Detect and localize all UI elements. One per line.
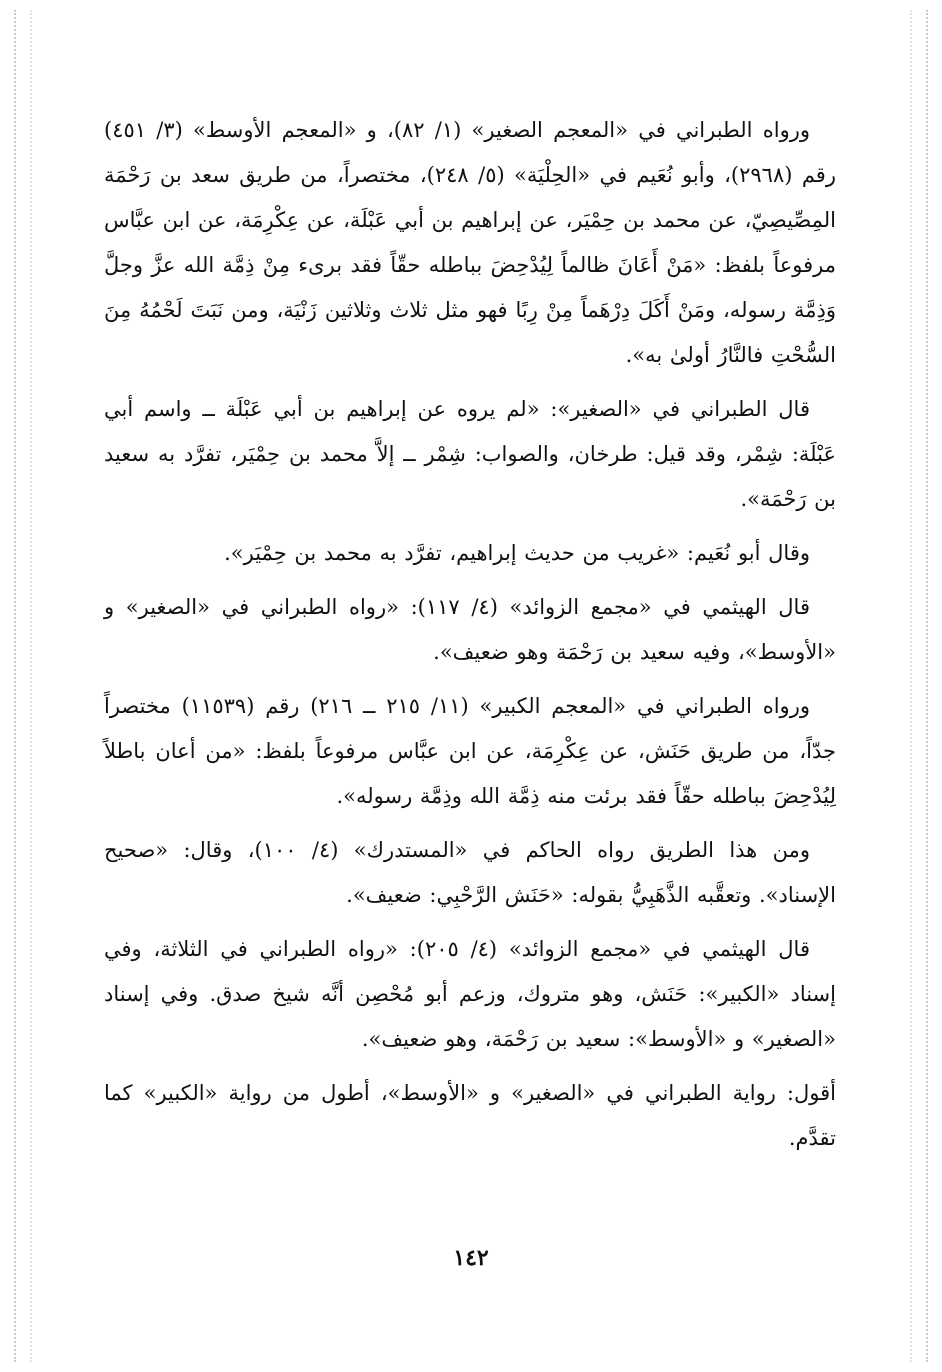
- paragraph-hakim: ومن هذا الطريق رواه الحاكم في «المستدرك» (٤/ ١٠٠)، وقال: «صحيح الإسناد». وتعقَّبه الذَّهَبِيُّ بقوله: «حَنَش الرَّحْبِي: ضعيف».: [104, 838, 836, 907]
- paragraph-haythami-205: قال الهيثمي في «مجمع الزوائد» (٤/ ٢٠٥): «رواه الطبراني في الثلاثة، وفي إسناد «الكبير»: حَنَش، وهو متروك، وزعم أبو مُحْصِن أنَّه شيخ صدق. وفي إسناد «الصغير» و «الأوسط»: سعيد بن رَحْمَة، وهو ضعيف».: [104, 937, 836, 1051]
- paragraph-tabarani-saghir: ورواه الطبراني في «المعجم الصغير» (١/ ٨٢)، و «المعجم الأوسط» (٣/ ٤٥١) رقم (٢٩٦٨)، وأبو نُعَيم في «الحِلْيَة» (٥/ ٢٤٨)، مختصراً، من طريق سعد بن رَحْمَة المِصِّيصِيّ، عن محمد بن حِمْيَر، عن إبراهيم بن أبي عَبْلَة، عن عِكْرِمَة، عن ابن عبَّاس مرفوعاً بلفظ: «مَنْ أَعَانَ ظالماً لِيُدْحِضَ بباطله حقّاً فقد برىء مِنْ ذِمَّة الله عزَّ وجلَّ وَذِمَّة رسوله، ومَنْ أَكَلَ دِرْهَماً مِنْ رِبًا فهو مثل ثلاث وثلاثين زَنْيَة، ومن نَبَتَ لَحْمُهُ مِنَ السُّحْتِ فالنَّارُ أولىٰ به».: [104, 118, 836, 367]
- paragraph-tabarani-comment: قال الطبراني في «الصغير»: «لم يروه عن إبراهيم بن أبي عَبْلَة ــ واسم أبي عَبْلَة: شِمْر، وقد قيل: طرخان، والصواب: شِمْر ــ إلاَّ محمد بن حِمْيَر، تفرَّد به سعيد بن رَحْمَة».: [104, 397, 836, 511]
- paragraph-haythami-117: قال الهيثمي في «مجمع الزوائد» (٤/ ١١٧): «رواه الطبراني في «الصغير» و «الأوسط»، وفيه سعيد بن رَحْمَة وهو ضعيف».: [104, 595, 836, 664]
- scan-margin-line-left: [14, 10, 16, 1362]
- body-text: [104, 108, 836, 1170]
- scan-margin-line-left-inner: [30, 10, 32, 1362]
- paragraph-conclusion: أقول: رواية الطبراني في «الصغير» و «الأوسط»، أطول من رواية «الكبير» كما تقدَّم.: [104, 1081, 836, 1150]
- scan-margin-line-right: [926, 10, 928, 1362]
- page-number: ١٤٢: [453, 1245, 489, 1271]
- paragraph-abu-nuaym: وقال أبو نُعَيم: «غريب من حديث إبراهيم، تفرَّد به محمد بن حِمْيَر».: [224, 541, 810, 565]
- paragraph-tabarani-kabir: ورواه الطبراني في «المعجم الكبير» (١١/ ٢١٥ ــ ٢١٦) رقم (١١٥٣٩) مختصراً جدّاً، من طريق حَنَش، عن عِكْرِمَة، عن ابن عبَّاس مرفوعاً بلفظ: «من أعان باطلاً لِيُدْحِضَ بباطله حقّاً فقد برئت منه ذِمَّة الله وذِمَّة رسوله».: [104, 694, 836, 808]
- scan-margin-line-right-inner: [910, 10, 912, 1362]
